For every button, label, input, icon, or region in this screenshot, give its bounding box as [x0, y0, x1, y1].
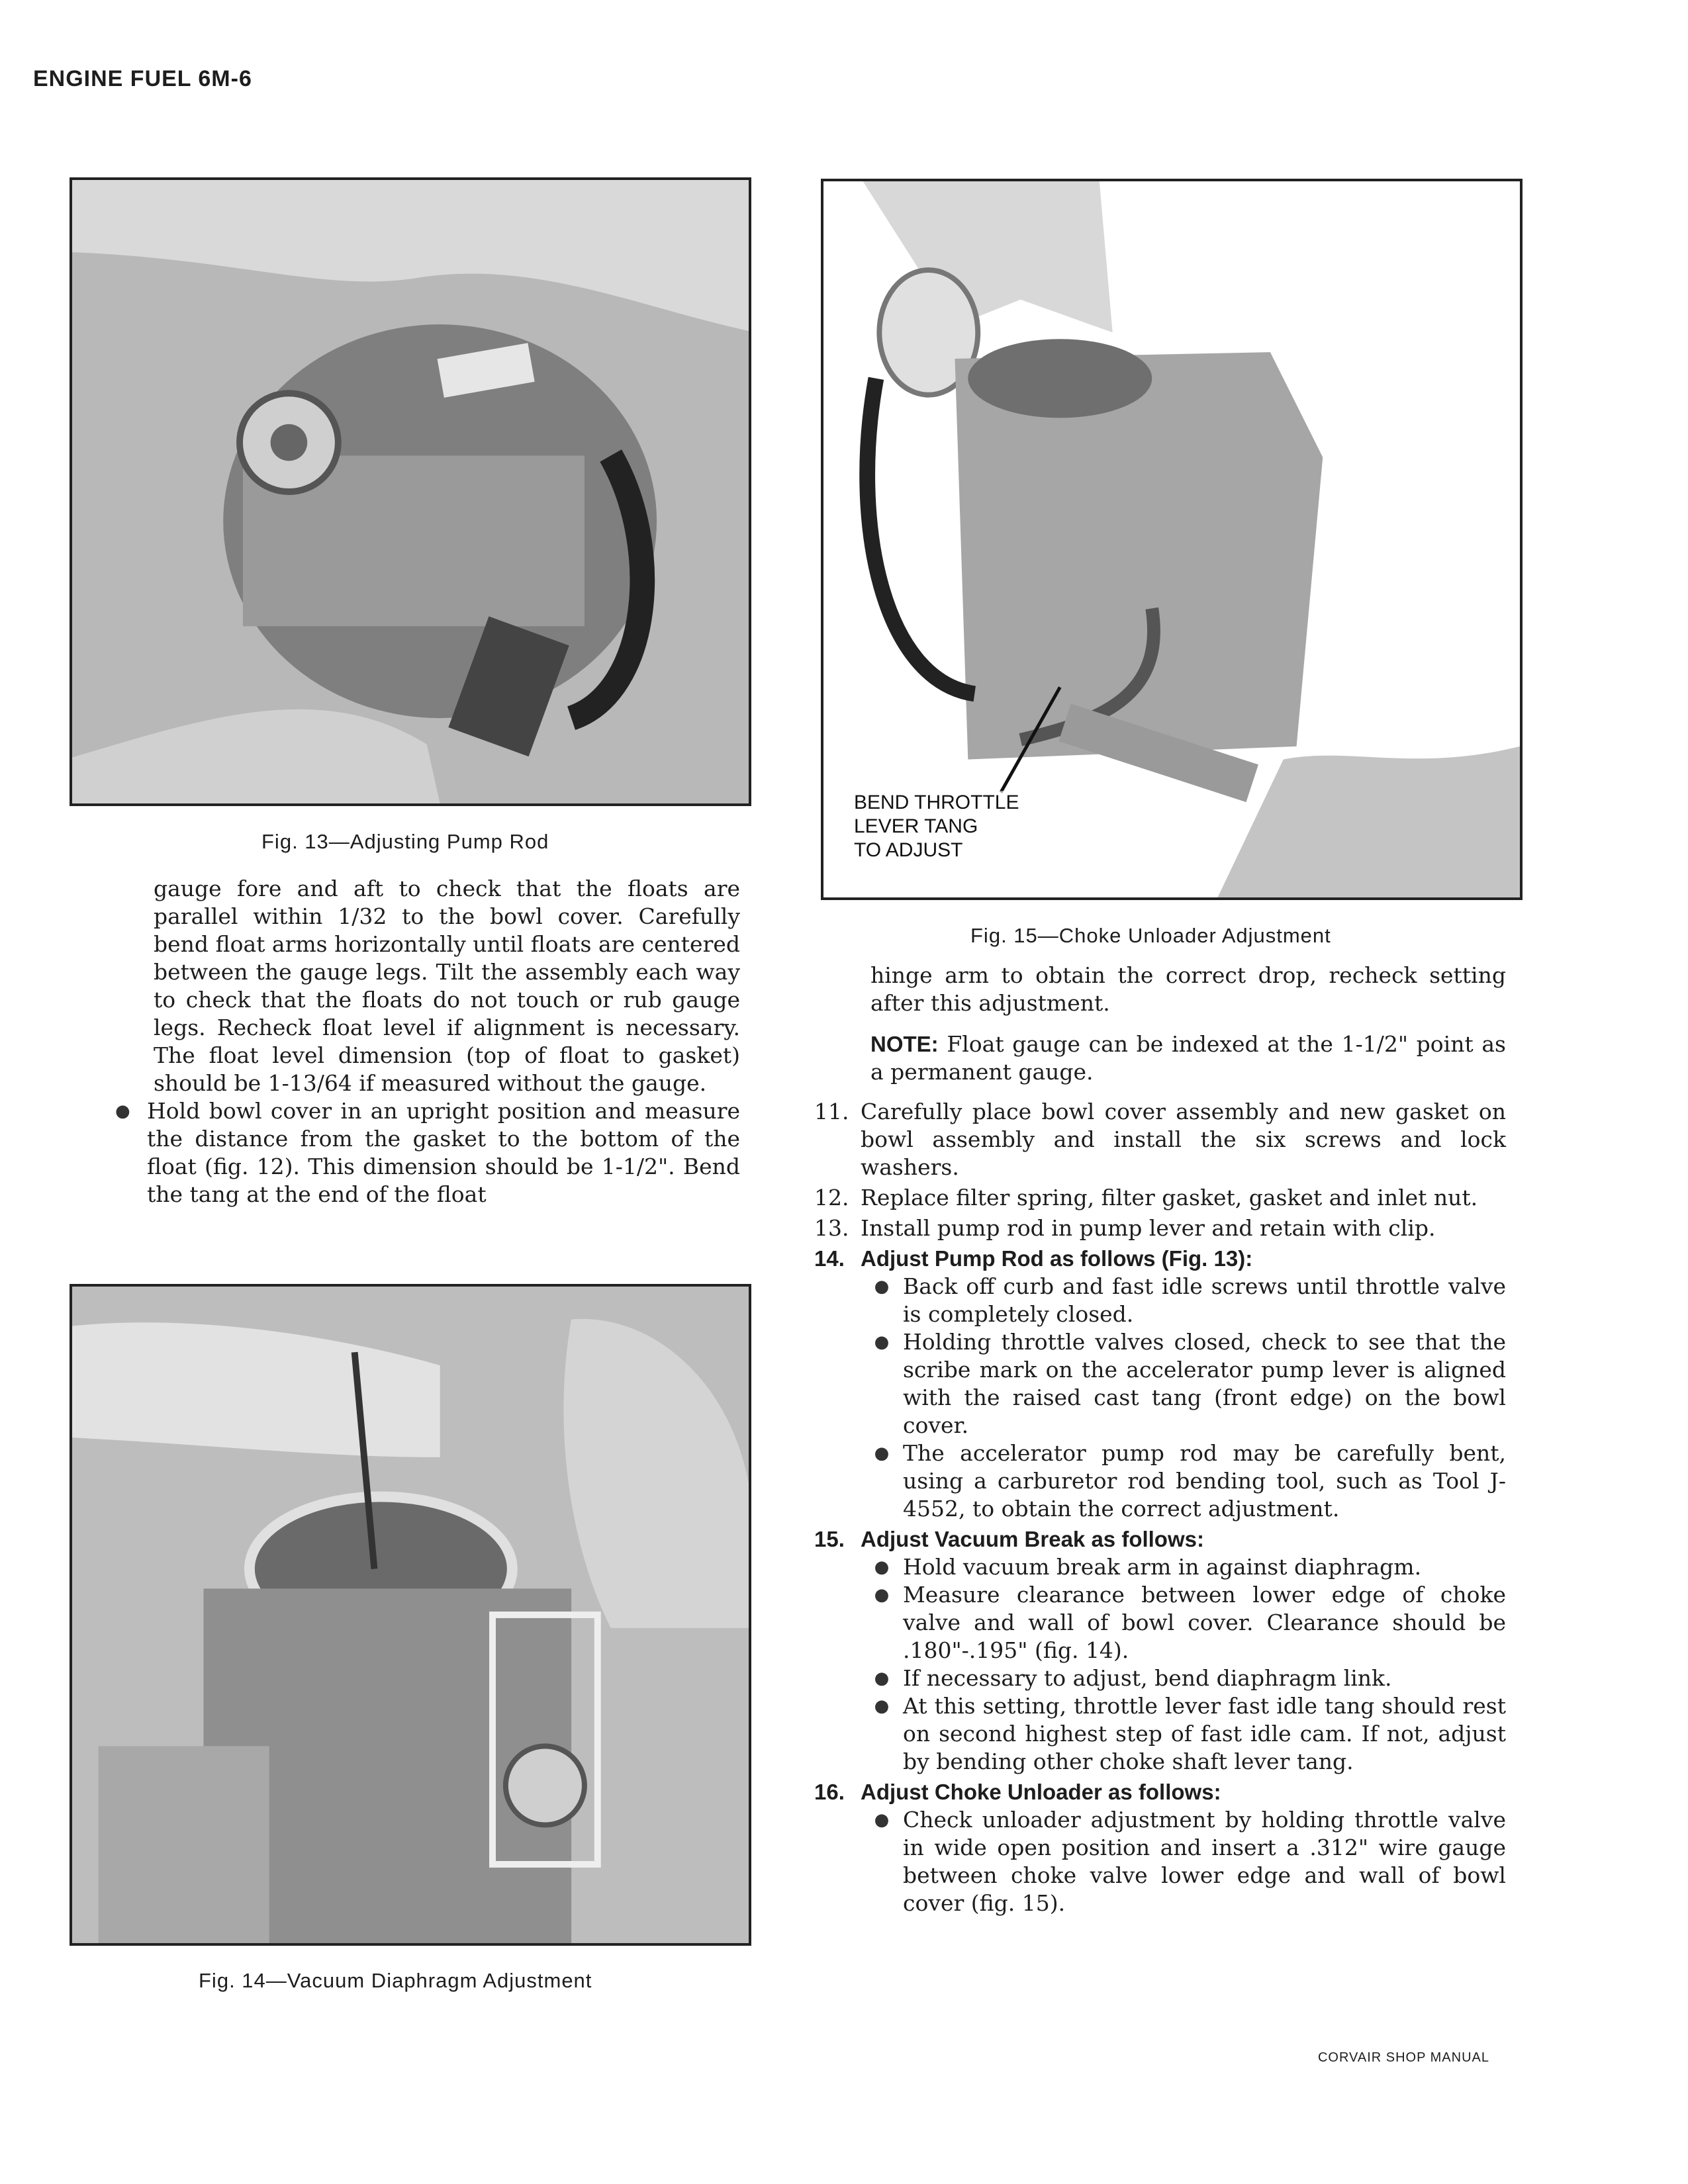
list-item — [814, 1098, 1506, 1181]
continued-paragraph: hinge arm to obtain the correct drop, recheck setting after this adjustment. — [870, 962, 1506, 1016]
list-item — [861, 1439, 1506, 1523]
list-item — [814, 1245, 1506, 1523]
list-item — [861, 1692, 1506, 1776]
bullet-icon: ● — [874, 1277, 890, 1297]
note — [870, 1030, 1506, 1086]
note-text: Float gauge can be indexed at the 1-1/2" point as a permanent gauge. — [870, 1031, 1506, 1085]
page-footer: CORVAIR SHOP MANUAL — [1317, 2050, 1489, 2065]
step-number: 16. — [814, 1780, 845, 1804]
bullet-text: Hold vacuum break arm in against diaphragm. — [903, 1554, 1422, 1580]
list-item — [814, 1778, 1506, 1917]
fig14-caption: Fig. 14—Vacuum Diaphragm Adjustment — [199, 1969, 592, 1992]
list-item — [814, 1525, 1506, 1776]
list-item — [861, 1273, 1506, 1328]
step-text: Carefully place bowl cover assembly and new gasket on bowl assembly and install the six screws and lock washers. — [861, 1099, 1506, 1180]
list-item — [861, 1553, 1506, 1581]
step-number: 13. — [814, 1215, 849, 1241]
step-number: 14. — [814, 1246, 845, 1271]
page-header: ENGINE FUEL 6M-6 — [33, 66, 252, 91]
continued-paragraph: gauge fore and aft to check that the floats are parallel within 1/32 to the bowl cover. Carefully bend float arms horizontally until floats are centered between the gauge legs. Tilt the assembly each way to check that the floats do not touch or rub gauge legs. Recheck float level if alignment is necessary. The float level dimension (top of float to gasket) should be 1-13/64 if measured without the gauge. — [154, 876, 740, 1096]
bullet-icon: ● — [874, 1696, 890, 1716]
fig14-photo — [70, 1284, 751, 1946]
fig15-caption: Fig. 15—Choke Unloader Adjustment — [970, 924, 1331, 947]
bullet-text: The accelerator pump rod may be carefully bent, using a carburetor rod bending tool, such as Tool J-4552, to obtain the correct adjustment. — [903, 1440, 1506, 1522]
bullet-text: At this setting, throttle lever fast idle tang should rest on second highest step of fast idle cam. If not, adjust by bending other choke shaft lever tang. — [903, 1693, 1506, 1774]
list-item — [861, 1328, 1506, 1439]
list-item — [814, 1214, 1506, 1242]
callout-line: BEND THROTTLE — [854, 792, 1019, 813]
list-item — [115, 1097, 740, 1208]
bullet-icon: ● — [874, 1810, 890, 1830]
left-column-text — [115, 875, 740, 1208]
bullet-icon: ● — [874, 1332, 890, 1352]
bullet-text: Check unloader adjustment by holding throttle valve in wide open position and insert a .312" wire gauge between choke valve lower edge and wall of bowl cover (fig. 15). — [903, 1807, 1506, 1916]
step-title: Adjust Pump Rod as follows (Fig. 13): — [861, 1246, 1253, 1271]
bullet-icon: ● — [874, 1443, 890, 1463]
step-title: Adjust Choke Unloader as follows: — [861, 1780, 1221, 1804]
callout-line: LEVER TANG — [854, 815, 978, 837]
bullet-icon: ● — [874, 1557, 890, 1577]
bullet-text: Holding throttle valves closed, check to see that the scribe mark on the accelerator pump lever is aligned with the raised cast tang (front edge) on the bowl cover. — [903, 1329, 1506, 1438]
bullet-text: Measure clearance between lower edge of choke valve and wall of bowl cover. Clearance should be .180"-.195" (fig. 14). — [903, 1582, 1506, 1663]
bullet-text: Back off curb and fast idle screws until throttle valve is completely closed. — [903, 1273, 1506, 1327]
step-number: 15. — [814, 1527, 845, 1551]
bullet-icon: ● — [874, 1668, 890, 1688]
bullet-icon: ● — [874, 1585, 890, 1605]
note-label: NOTE: — [870, 1032, 939, 1056]
fig13-photo — [70, 177, 751, 806]
fig13-caption: Fig. 13—Adjusting Pump Rod — [261, 830, 549, 853]
list-item — [814, 1184, 1506, 1212]
bullet-icon: ● — [115, 1101, 130, 1121]
step-number: 11. — [814, 1099, 849, 1124]
bullet-text: Hold bowl cover in an upright position and measure the distance from the gasket to the bottom of the float (fig. 12). This dimension should be 1-1/2". Bend the tang at the end of the float — [147, 1098, 740, 1207]
list-item — [861, 1806, 1506, 1917]
step-text: Install pump rod in pump lever and retain with clip. — [861, 1215, 1436, 1241]
right-column-text — [814, 962, 1506, 1917]
step-number: 12. — [814, 1185, 849, 1210]
step-text: Replace filter spring, filter gasket, gasket and inlet nut. — [861, 1185, 1478, 1210]
list-item — [861, 1664, 1506, 1692]
step-title: Adjust Vacuum Break as follows: — [861, 1527, 1204, 1551]
callout-line: TO ADJUST — [854, 839, 963, 861]
bullet-text: If necessary to adjust, bend diaphragm link. — [903, 1665, 1392, 1691]
fig15-callout — [854, 791, 1019, 862]
list-item — [861, 1581, 1506, 1664]
